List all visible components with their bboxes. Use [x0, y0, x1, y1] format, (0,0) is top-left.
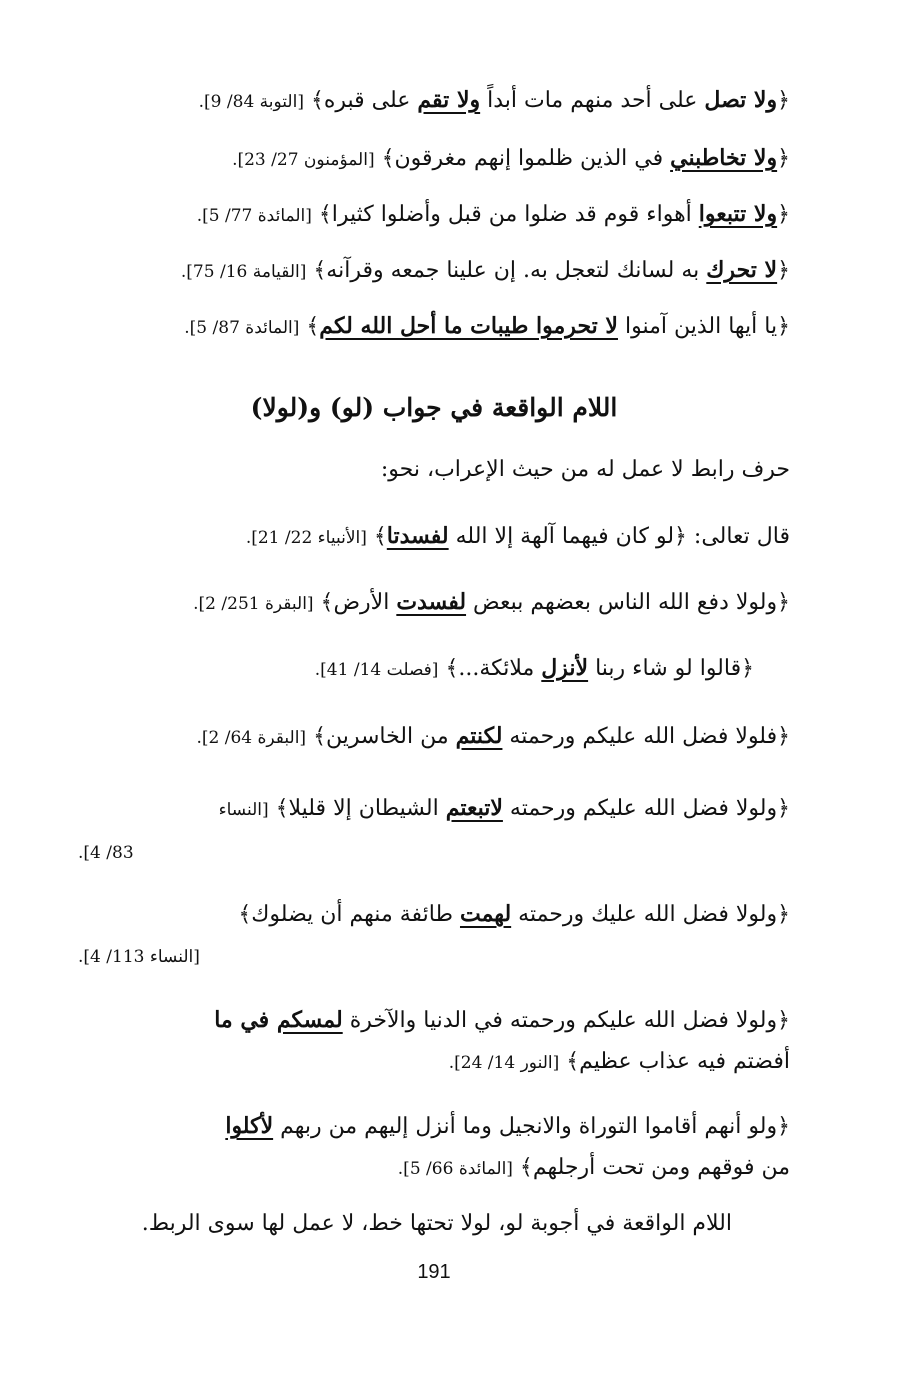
verse-line — [78, 586, 790, 620]
underlined-phrase: لهمت — [459, 901, 512, 927]
verse-reference: [التوبة 84/ 9]. — [198, 92, 304, 112]
underlined-phrase: ولا تتبعوا — [698, 201, 778, 227]
underlined-phrase: لا تحرك — [706, 257, 778, 283]
underlined-phrase: ولا تقم — [417, 87, 481, 113]
verse-text: أفضتم فيه عذاب عظيم﴾ — [559, 1049, 790, 1074]
underlined-phrase: لأنزل — [541, 655, 589, 681]
underlined-phrase: لأكلوا — [225, 1113, 274, 1139]
verse-line-continued — [78, 1152, 790, 1185]
verse-line — [78, 792, 790, 826]
verse-line — [78, 720, 790, 754]
underlined-phrase: لا تحرموا طيبات ما أحل الله لكم — [319, 313, 618, 339]
underlined-phrase: ولا تخاطبني — [670, 145, 778, 171]
verse-line-continued — [78, 940, 790, 973]
underlined-phrase: لكنتم — [455, 723, 503, 749]
verse-text: به لسانك لتعجل به. إن علينا جمعه وقرآنه﴾ — [306, 258, 707, 283]
verse-line — [78, 254, 790, 288]
verse-text: ﴿ولولا فضل الله عليك ورحمته — [511, 902, 790, 927]
bracket: ﴿ — [777, 88, 790, 113]
verse-text: ﴿فلولا فضل الله عليكم ورحمته — [502, 724, 790, 749]
bracket: ﴾ — [299, 314, 320, 339]
verse-reference: [المؤمنون 27/ 23]. — [232, 150, 375, 170]
verse-reference: [المائدة 87/ 5]. — [184, 318, 300, 338]
verse-line — [78, 1004, 790, 1037]
verse-text: ﴿ولولا دفع الله الناس بعضهم ببعض — [466, 590, 790, 615]
verse-text: على قبره﴾ — [303, 88, 418, 113]
verse-text: ﴿ولولا فضل الله عليكم ورحمته — [502, 796, 790, 821]
verse-text: الشيطان إلا قليلا﴾ — [268, 796, 446, 821]
verse-reference: [البقرة 251/ 2]. — [193, 594, 314, 614]
bold-phrase: ولا تصل — [704, 87, 778, 113]
verse-reference: [النور 14/ 24]. — [448, 1053, 560, 1073]
section-heading: اللام الواقعة في جواب (لو) و(لولا) — [250, 393, 618, 422]
verse-text: طائفة منهم أن يضلوك﴾ — [238, 902, 460, 927]
note-text: اللام الواقعة في أجوبة لو، لولا تحتها خط، لا عمل لها سوى الربط. — [141, 1211, 732, 1236]
verse-reference: [المائدة 77/ 5]. — [196, 206, 312, 226]
verse-line — [78, 310, 790, 344]
verse-text: ﴿ولولا فضل الله عليكم ورحمته في الدنيا والآخرة — [342, 1008, 790, 1033]
underlined-phrase: لاتبعتم — [445, 795, 503, 821]
verse-reference: 83/ 4]. — [78, 843, 134, 863]
verse-text: الأرض﴾ — [313, 590, 397, 615]
bracket: ﴿ — [777, 258, 790, 283]
verse-reference: [البقرة 64/ 2]. — [196, 728, 307, 748]
verse-text: قال تعالى: ﴿لو كان فيهما آلهة إلا الله — [448, 524, 790, 549]
underlined-phrase: لمسكم — [276, 1007, 343, 1033]
underlined-phrase: لفسدت — [396, 589, 467, 615]
verse-text: ملائكة...﴾ — [438, 656, 542, 681]
bold-phrase: في ما — [214, 1007, 277, 1033]
verse-line — [78, 898, 790, 931]
verse-reference: [المائدة 66/ 5]. — [397, 1159, 513, 1179]
verse-line — [78, 652, 754, 686]
verse-reference: [النساء 113/ 4]. — [78, 947, 200, 967]
verse-text: أهواء قوم قد ضلوا من قبل وأضلوا كثيرا﴾ — [311, 202, 699, 227]
book-page — [78, 80, 790, 1310]
verse-reference: [القيامة 16/ 75]. — [180, 262, 307, 282]
verse-line-continued — [78, 1046, 790, 1079]
verse-reference: [النساء — [218, 800, 269, 820]
bracket: ﴾ — [366, 524, 387, 549]
verse-reference: [فصلت 14/ 41]. — [314, 660, 439, 680]
verse-line — [78, 198, 790, 232]
verse-text: على أحد منهم مات أبداً — [480, 88, 705, 113]
verse-reference: [الأنبياء 22/ 21]. — [245, 528, 367, 548]
verse-text: ﴿يا أيها الذين آمنوا — [617, 314, 790, 339]
verse-line — [78, 142, 790, 176]
intro-text: حرف رابط لا عمل له من حيث الإعراب، نحو: — [380, 457, 790, 482]
verse-line — [78, 84, 790, 118]
verse-text: في الذين ظلموا إنهم مغرقون﴾ — [374, 146, 671, 171]
verse-line-continued — [78, 836, 790, 869]
verse-line — [78, 1110, 790, 1143]
verse-text: ﴿ولو أنهم أقاموا التوراة والانجيل وما أنزل إليهم من ربهم — [273, 1114, 790, 1139]
underlined-phrase: لفسدتا — [386, 523, 449, 549]
verse-text: ﴿قالوا لو شاء ربنا — [588, 656, 754, 681]
verse-text: من فوقهم ومن تحت أرجلهم﴾ — [512, 1155, 790, 1180]
bracket: ﴿ — [777, 202, 790, 227]
page-number: 191 — [417, 1261, 451, 1283]
bracket: ﴿ — [777, 146, 790, 171]
verse-line — [78, 520, 790, 554]
verse-text: من الخاسرين﴾ — [306, 724, 456, 749]
